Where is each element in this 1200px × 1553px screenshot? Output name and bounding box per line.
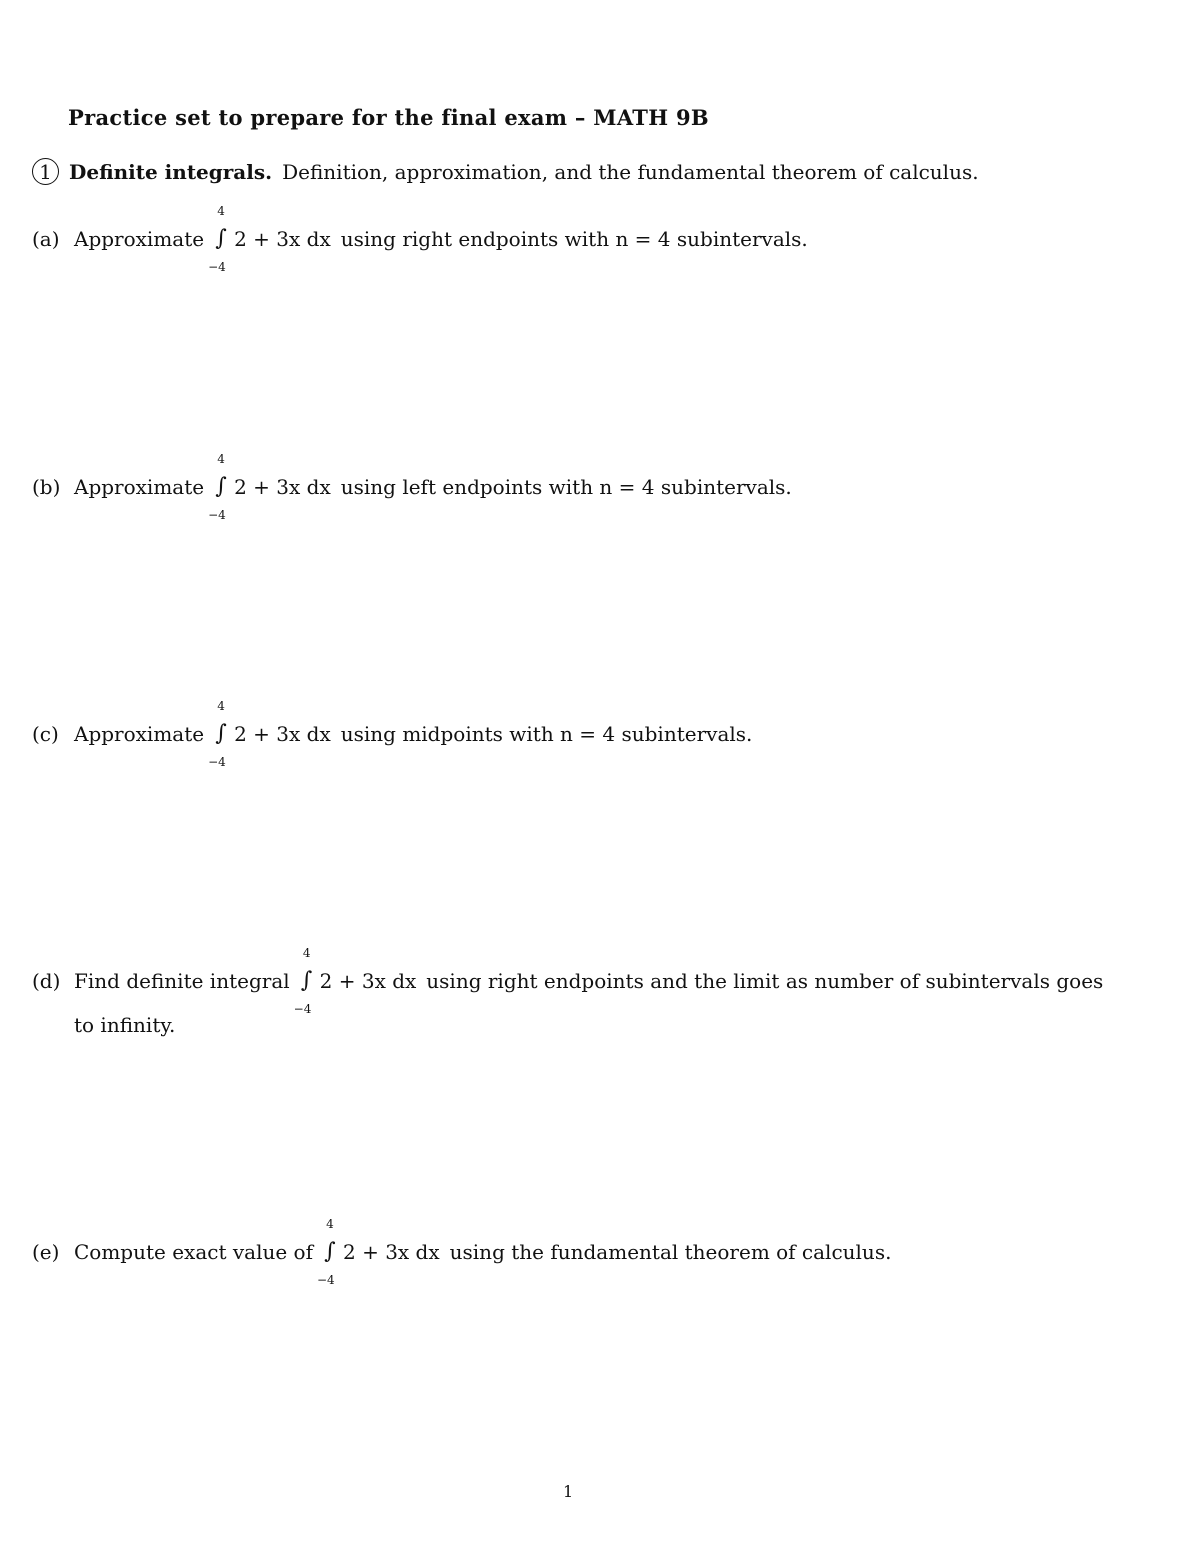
integrand: 2 + 3x dx bbox=[234, 227, 331, 251]
problem-trail-text: using right endpoints with n = 4 subintervals. bbox=[340, 227, 808, 251]
problem-a bbox=[32, 204, 808, 274]
page-number: 1 bbox=[563, 1482, 574, 1501]
problem-lead-text: Find definite integral bbox=[74, 969, 290, 993]
integrand: 2 + 3x dx bbox=[319, 969, 417, 993]
integral-lower-limit: −4 bbox=[208, 260, 226, 274]
problem-trail-text: using the fundamental theorem of calculus. bbox=[449, 1240, 892, 1264]
section-heading bbox=[32, 158, 979, 185]
integral-symbol bbox=[208, 452, 230, 522]
problem-label: (a) bbox=[32, 227, 60, 251]
problem-lead-text: Compute exact value of bbox=[74, 1240, 313, 1264]
problem-e bbox=[32, 1217, 892, 1287]
problem-lead-text: Approximate bbox=[74, 722, 205, 746]
problem-label: (d) bbox=[32, 969, 61, 993]
problem-trail-text: using midpoints with n = 4 subintervals. bbox=[340, 722, 753, 746]
integral-lower-limit: −4 bbox=[293, 1002, 312, 1016]
problem-label: (e) bbox=[32, 1240, 60, 1264]
integral-lower-limit: −4 bbox=[208, 755, 226, 769]
problem-lead-text: Approximate bbox=[74, 227, 205, 251]
integral-sign: ∫ bbox=[324, 1239, 336, 1264]
integral-sign: ∫ bbox=[300, 968, 313, 993]
integral-lower-limit: −4 bbox=[208, 508, 226, 522]
problem-lead-text: Approximate bbox=[74, 475, 205, 499]
problem-trail-text: using right endpoints and the limit as number of subintervals goes bbox=[426, 969, 1104, 993]
problem-continuation-text: to infinity. bbox=[74, 1013, 176, 1037]
integral-sign: ∫ bbox=[215, 721, 227, 746]
integral-symbol bbox=[208, 699, 230, 769]
problem-trail-text: using left endpoints with n = 4 subintervals. bbox=[340, 475, 792, 499]
integral-symbol bbox=[317, 1217, 339, 1287]
integral-symbol bbox=[208, 204, 230, 274]
integrand: 2 + 3x dx bbox=[234, 722, 331, 746]
problem-label: (b) bbox=[32, 475, 61, 499]
integral-symbol bbox=[293, 946, 316, 1016]
integral-upper-limit: 4 bbox=[217, 204, 225, 218]
section-number-badge: 1 bbox=[32, 158, 59, 185]
integral-upper-limit: 4 bbox=[217, 452, 225, 466]
section-description: Definition, approximation, and the fundamental theorem of calculus. bbox=[282, 159, 979, 184]
page-title: Practice set to prepare for the final exam – MATH 9B bbox=[68, 105, 709, 130]
integral-sign: ∫ bbox=[215, 474, 227, 499]
integral-upper-limit: 4 bbox=[217, 699, 225, 713]
integral-upper-limit: 4 bbox=[302, 946, 311, 960]
integrand: 2 + 3x dx bbox=[343, 1240, 440, 1264]
problem-label: (c) bbox=[32, 722, 59, 746]
integral-upper-limit: 4 bbox=[326, 1217, 334, 1231]
problem-d bbox=[32, 946, 1104, 1039]
integrand: 2 + 3x dx bbox=[234, 475, 331, 499]
integral-sign: ∫ bbox=[215, 226, 227, 251]
integral-lower-limit: −4 bbox=[317, 1273, 335, 1287]
problem-c bbox=[32, 699, 753, 769]
problem-b bbox=[32, 452, 792, 522]
section-title: Definite integrals. bbox=[69, 159, 273, 184]
